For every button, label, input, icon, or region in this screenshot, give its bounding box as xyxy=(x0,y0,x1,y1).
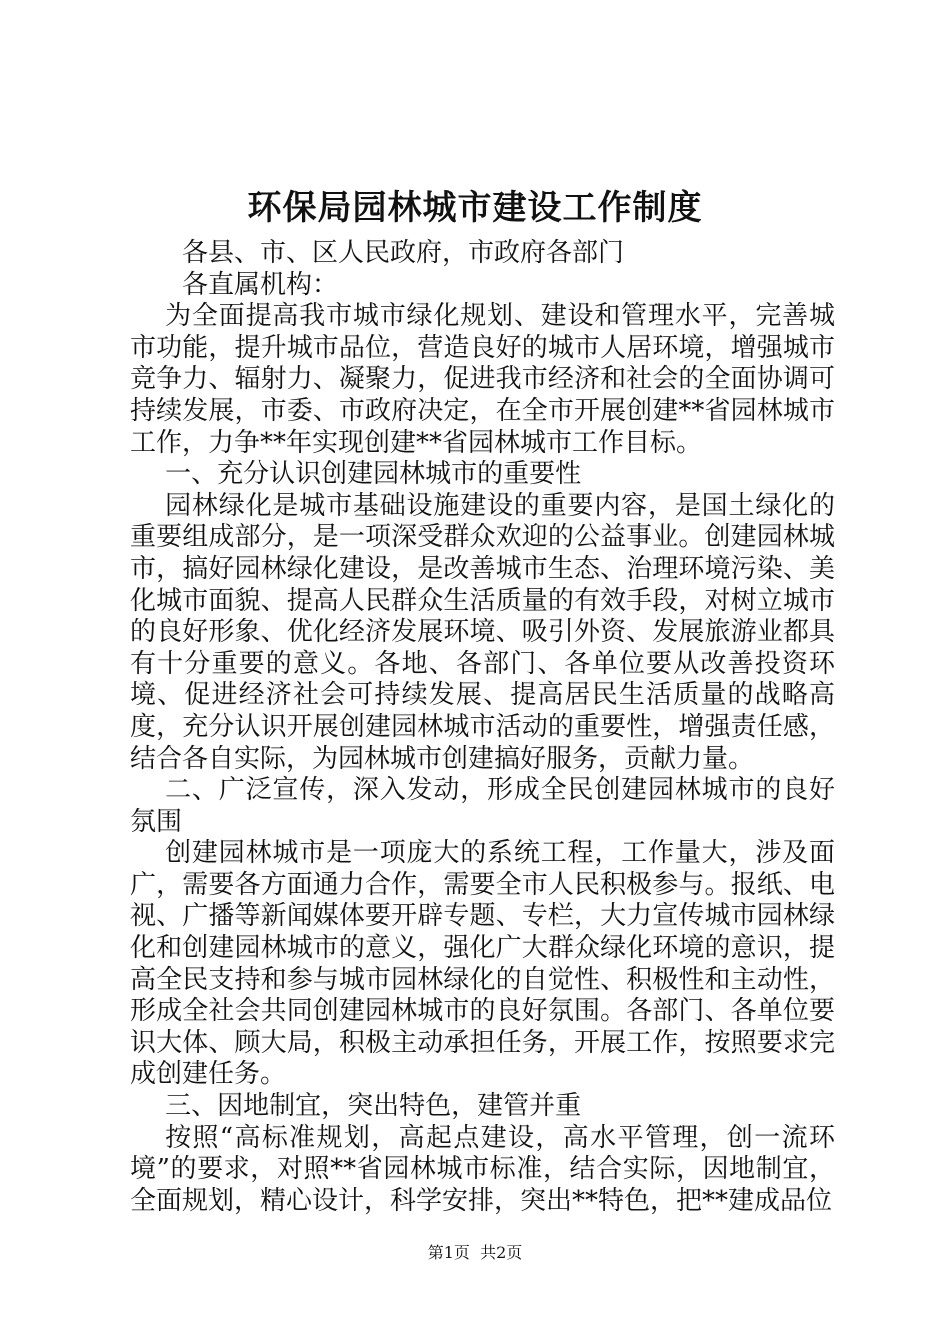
section-heading-3: 三、因地制宜，突出特色，建管并重 xyxy=(165,1091,582,1122)
paragraph-section-3: 按照“高标准规划，高起点建设，高水平管理，创一流环境”的要求，对照**省园林城市标准，结合实际，因地制宜，全面规划，精心设计，科学安排，突出**特色，把**建成品位 xyxy=(130,1122,835,1216)
page-footer xyxy=(0,1242,950,1264)
page-number-label: 第1页 共2页 xyxy=(427,1243,523,1262)
section-heading-1: 一、充分认识创建园林城市的重要性 xyxy=(165,459,582,490)
document-title: 环保局园林城市建设工作制度 xyxy=(247,188,703,228)
document-body xyxy=(130,238,835,1217)
paragraph-addressee-1: 各县、市、区人民政府，市政府各部门 xyxy=(182,238,625,268)
paragraph-intro: 为全面提高我市城市绿化规划、建设和管理水平，完善城市功能，提升城市品位，营造良好的城市人居环境，增强城市竞争力、辐射力、凝聚力，促进我市经济和社会的全面协调可持续发展，市委、市政府决定，在全市开展创建**省园林城市工作，力争**年实现创建**省园林城市工作目标。 xyxy=(130,301,835,458)
paragraph-section-1: 园林绿化是城市基础设施建设的重要内容，是国土绿化的重要组成部分，是一项深受群众欢迎的公益事业。创建园林城市，搞好园林绿化建设，是改善城市生态、治理环境污染、美化城市面貌、提高人民群众生活质量的有效手段，对树立城市的良好形象、优化经济发展环境、吸引外资、发展旅游业都具有十分重要的意义。各地、各部门、各单位要从改善投资环境、促进经济社会可持续发展、提高居民生活质量的战略高度，充分认识开展创建园林城市活动的重要性，增强责任感，结合各自实际，为园林城市创建搞好服务，贡献力量。 xyxy=(130,490,835,774)
paragraph-section-2: 创建园林城市是一项庞大的系统工程，工作量大，涉及面广，需要各方面通力合作，需要全市人民积极参与。报纸、电视、广播等新闻媒体要开辟专题、专栏，大力宣传城市园林绿化和创建园林城市的意义，强化广大群众绿化环境的意识，提高全民支持和参与城市园林绿化的自觉性、积极性和主动性，形成全社会共同创建园林城市的良好氛围。各部门、各单位要识大体、顾大局，积极主动承担任务，开展工作，按照要求完成创建任务。 xyxy=(130,838,835,1090)
paragraph-addressee-2: 各直属机构： xyxy=(182,269,339,300)
section-heading-2: 二、广泛宣传，深入发动，形成全民创建园林城市的良好氛围 xyxy=(130,775,835,837)
